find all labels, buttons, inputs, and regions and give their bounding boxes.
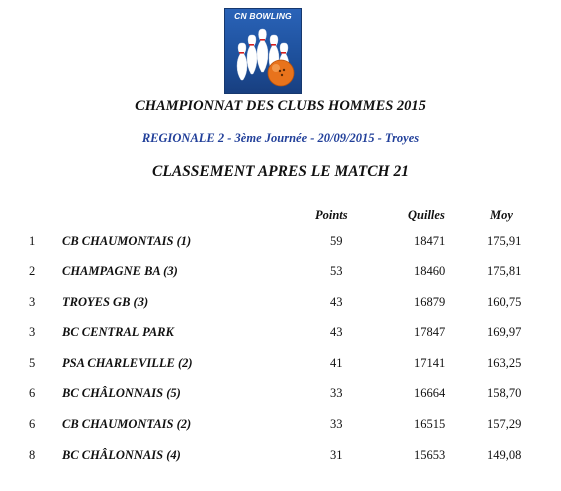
points-cell: 41 [330, 356, 343, 370]
team-cell: TROYES GB (3) [62, 295, 149, 309]
quilles-cell: 17141 [414, 356, 446, 370]
team-cell: BC CHÂLONNAIS (4) [62, 448, 181, 462]
quilles-cell: 16664 [414, 386, 446, 400]
moy-cell: 149,08 [487, 448, 522, 462]
page-subtitle: REGIONALE 2 - 3ème Journée - 20/09/2015 - Troyes [141, 131, 420, 145]
moy-cell: 158,70 [487, 386, 522, 400]
bowling-pins-and-ball-logo [224, 8, 302, 94]
rank-cell: 6 [29, 386, 36, 400]
quilles-cell: 16515 [414, 417, 446, 431]
points-cell: 43 [330, 325, 343, 339]
points-cell: 33 [330, 386, 343, 400]
table-row [0, 417, 561, 437]
table-row [0, 356, 561, 376]
table-row [0, 325, 561, 345]
moy-cell: 175,81 [487, 264, 522, 278]
quilles-cell: 17847 [414, 325, 446, 339]
table-row [0, 386, 561, 406]
rank-cell: 3 [29, 295, 36, 309]
team-cell: BC CENTRAL PARK [62, 325, 174, 339]
quilles-cell: 16879 [414, 295, 446, 309]
column-header-moy: Moy [490, 208, 513, 222]
team-cell: BC CHÂLONNAIS (5) [62, 386, 181, 400]
points-cell: 31 [330, 448, 343, 462]
team-cell: PSA CHARLEVILLE (2) [62, 356, 193, 370]
moy-cell: 175,91 [487, 234, 522, 248]
quilles-cell: 18471 [414, 234, 446, 248]
table-row [0, 295, 561, 315]
points-cell: 53 [330, 264, 343, 278]
bowling-pins-icon [225, 9, 301, 93]
team-cell: CB CHAUMONTAIS (2) [62, 417, 192, 431]
rank-cell: 5 [29, 356, 36, 370]
quilles-cell: 18460 [414, 264, 446, 278]
ranking-title: CLASSEMENT APRES LE MATCH 21 [152, 163, 409, 180]
rank-cell: 3 [29, 325, 36, 339]
points-cell: 43 [330, 295, 343, 309]
points-cell: 59 [330, 234, 343, 248]
column-header-points: Points [315, 208, 348, 222]
rank-cell: 8 [29, 448, 36, 462]
team-cell: CB CHAUMONTAIS (1) [62, 234, 192, 248]
logo-text: CN BOWLING [234, 11, 292, 21]
table-row [0, 264, 561, 284]
moy-cell: 157,29 [487, 417, 522, 431]
column-header-quilles: Quilles [408, 208, 445, 222]
rank-cell: 1 [29, 234, 36, 248]
rank-cell: 2 [29, 264, 36, 278]
rank-cell: 6 [29, 417, 36, 431]
moy-cell: 160,75 [487, 295, 522, 309]
table-row [0, 234, 561, 254]
moy-cell: 169,97 [487, 325, 522, 339]
moy-cell: 163,25 [487, 356, 522, 370]
points-cell: 33 [330, 417, 343, 431]
page-title: CHAMPIONNAT DES CLUBS HOMMES 2015 [135, 98, 426, 114]
quilles-cell: 15653 [414, 448, 446, 462]
team-cell: CHAMPAGNE BA (3) [62, 264, 178, 278]
table-row [0, 448, 561, 468]
